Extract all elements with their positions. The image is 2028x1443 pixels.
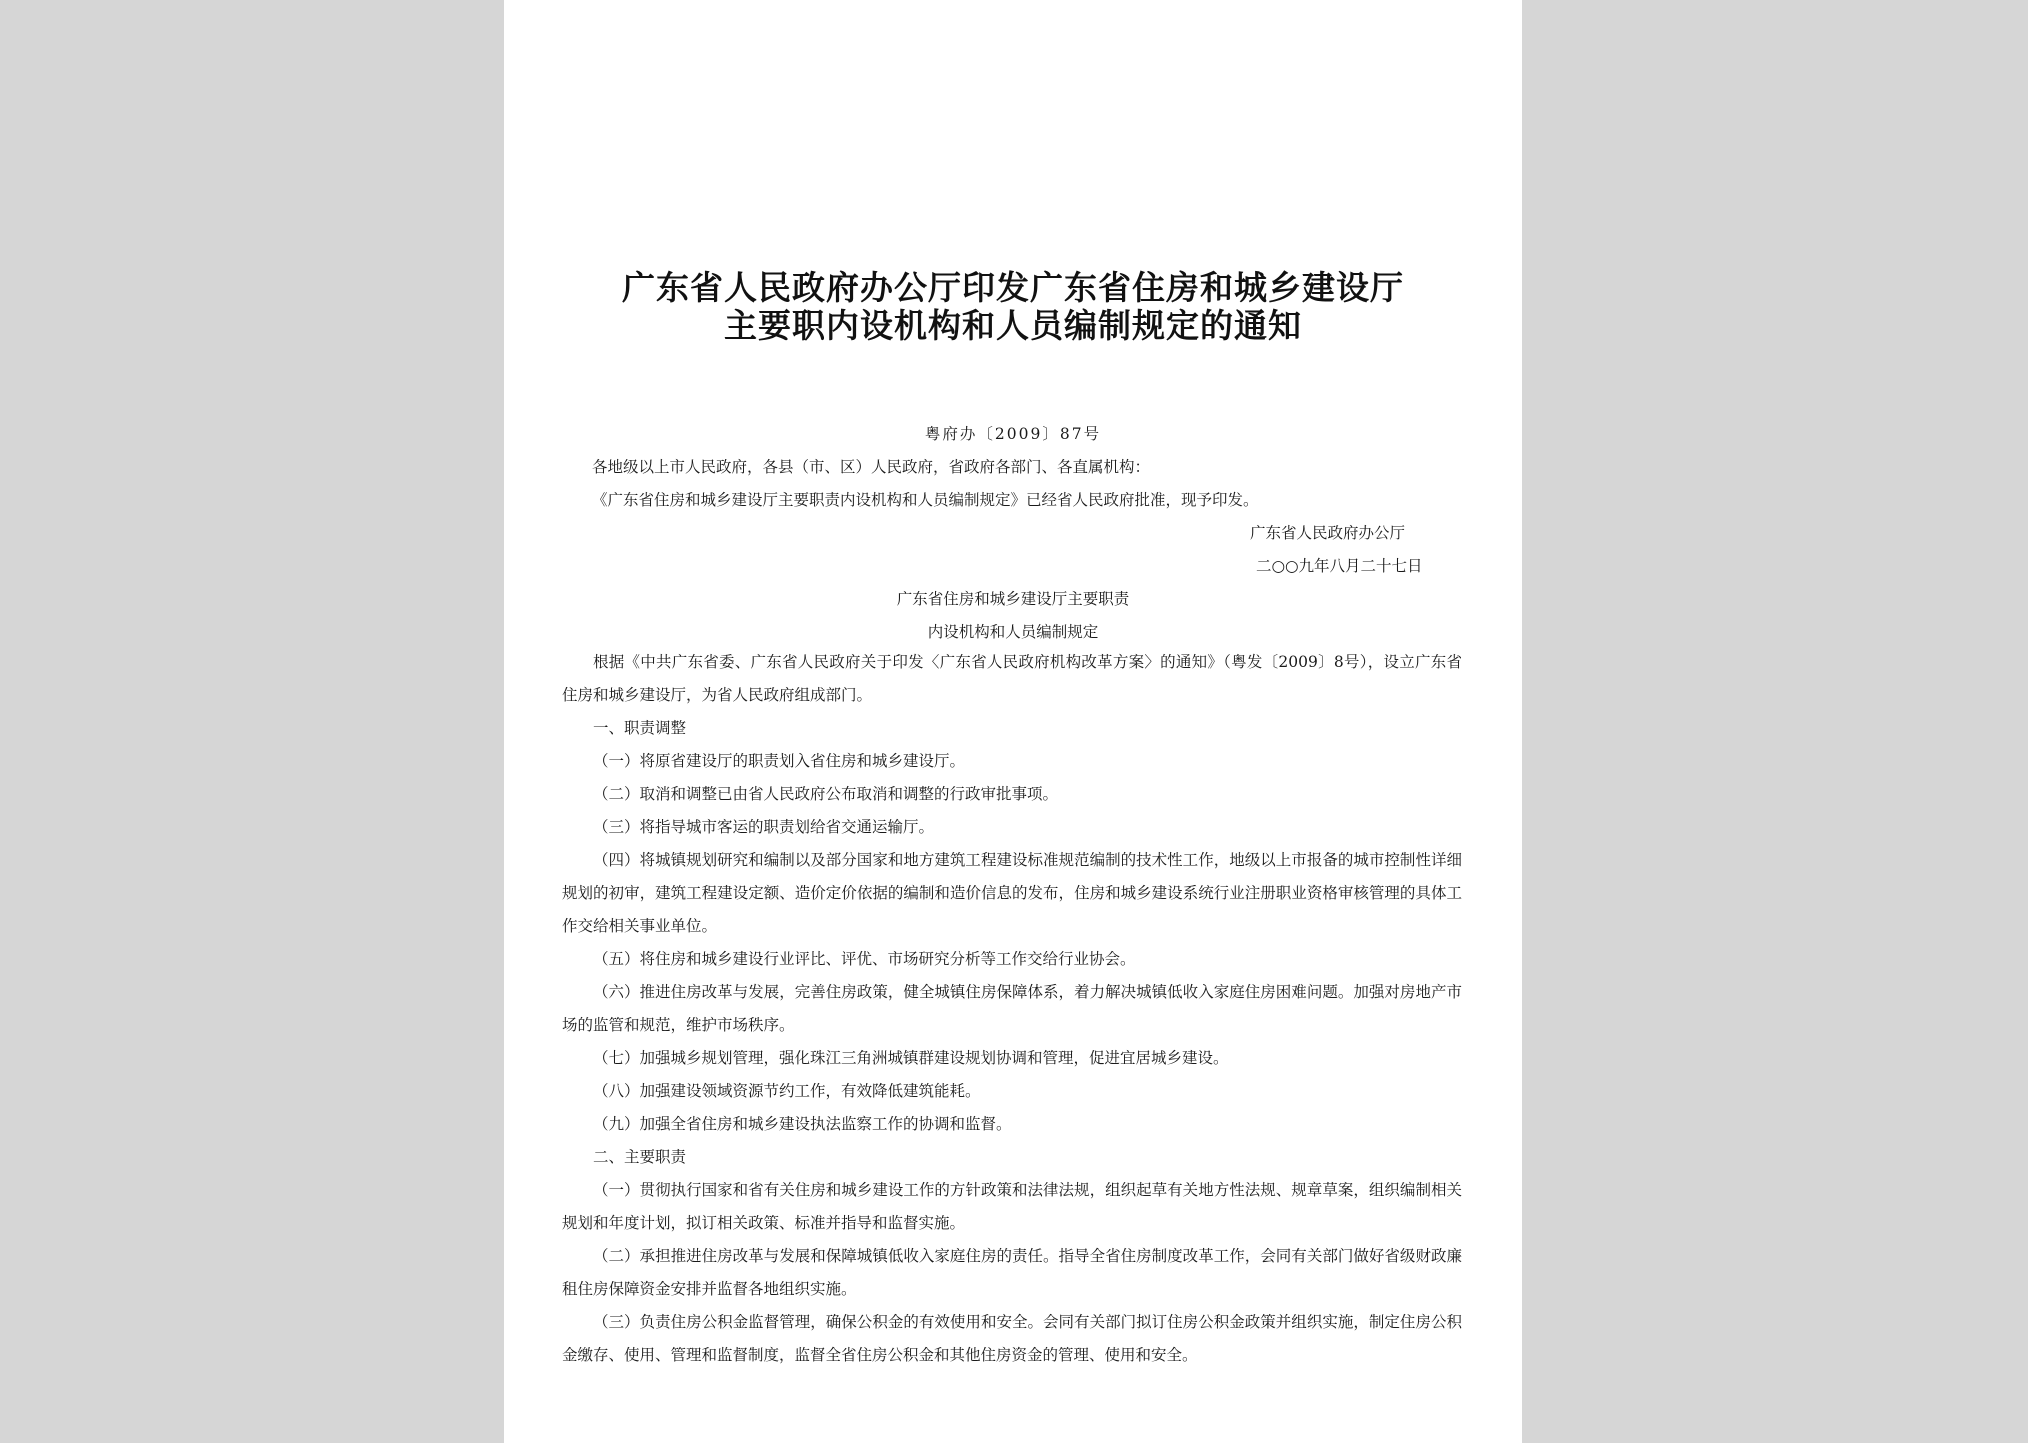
- subtitle-line2: 内设机构和人员编制规定: [927, 623, 1099, 641]
- section1-item-5: （五）将住房和城乡建设行业评比、评优、市场研究分析等工作交给行业协会。: [593, 950, 1136, 968]
- basis-paragraph: 根据《中共广东省委、广东省人民政府关于印发〈广东省人民政府机构改革方案〉的通知》（粤发〔2009〕8号），设立广东省住房和城乡建设厅，为省人民政府组成部门。: [562, 653, 1462, 704]
- section2-item-1: （一）贯彻执行国家和省有关住房和城乡建设工作的方针政策和法律法规，组织起草有关地方性法规、规章草案，组织编制相关规划和年度计划，拟订相关政策、标准并指导和监督实施。: [562, 1181, 1462, 1232]
- section1-item-3: （三）将指导城市客运的职责划给省交通运输厅。: [593, 818, 935, 836]
- section1-item-9: （九）加强全省住房和城乡建设执法监察工作的协调和监督。: [593, 1115, 1012, 1133]
- section1-heading: 一、职责调整: [593, 719, 687, 737]
- section2-item-3: （三）负责住房公积金监督管理，确保公积金的有效使用和安全。会同有关部门拟订住房公积金政策并组织实施，制定住房公积金缴存、使用、管理和监督制度，监督全省住房公积金和其他住房资金的管理、使用和安全。: [562, 1313, 1462, 1364]
- subtitle-line1: 广东省住房和城乡建设厅主要职责: [896, 590, 1130, 608]
- issue-date: 二○○九年八月二十七日: [1256, 557, 1423, 575]
- section1-item-2: （二）取消和调整已由省人民政府公布取消和调整的行政审批事项。: [593, 785, 1059, 803]
- addressees: 各地级以上市人民政府，各县（市、区）人民政府，省政府各部门、各直属机构：: [592, 458, 1151, 476]
- section1-item-7: （七）加强城乡规划管理，强化珠江三角洲城镇群建设规划协调和管理，促进宜居城乡建设。: [593, 1049, 1229, 1067]
- section1-item-6: （六）推进住房改革与发展，完善住房政策，健全城镇住房保障体系，着力解决城镇低收入家庭住房困难问题。加强对房地产市场的监管和规范，维护市场秩序。: [562, 983, 1462, 1034]
- section1-item-1: （一）将原省建设厅的职责划入省住房和城乡建设厅。: [593, 752, 966, 770]
- document-title-line2: 主要职内设机构和人员编制规定的通知: [724, 306, 1302, 345]
- document-title-line1: 广东省人民政府办公厅印发广东省住房和城乡建设厅: [622, 268, 1404, 307]
- document-number: 粤府办〔2009〕87号: [924, 425, 1102, 443]
- section1-item-4: （四）将城镇规划研究和编制以及部分国家和地方建筑工程建设标准规范编制的技术性工作，地级以上市报备的城市控制性详细规划的初审，建筑工程建设定额、造价定价依据的编制和造价信息的发布，住房和城乡建设系统行业注册职业资格审核管理的具体工作交给相关事业单位。: [562, 851, 1462, 935]
- document-page: [504, 0, 1522, 1443]
- section1-item-8: （八）加强建设领域资源节约工作，有效降低建筑能耗。: [593, 1082, 981, 1100]
- section2-item-2: （二）承担推进住房改革与发展和保障城镇低收入家庭住房的责任。指导全省住房制度改革工作，会同有关部门做好省级财政廉租住房保障资金安排并监督各地组织实施。: [562, 1247, 1462, 1298]
- section2-heading: 二、主要职责: [593, 1148, 687, 1166]
- intro-paragraph: 《广东省住房和城乡建设厅主要职责内设机构和人员编制规定》已经省人民政府批准，现予印发。: [592, 491, 1259, 509]
- issuer: 广东省人民政府办公厅: [1250, 524, 1406, 542]
